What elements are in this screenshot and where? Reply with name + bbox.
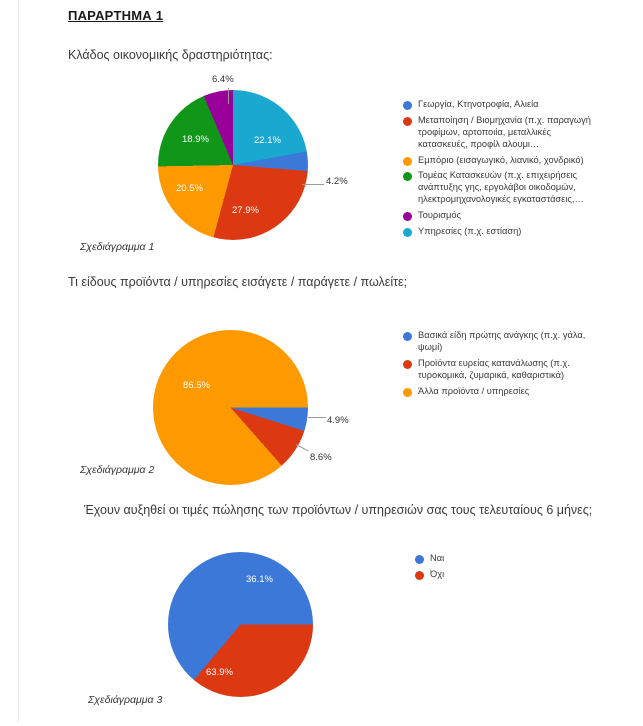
chart-3-label-ochi: 36.1% bbox=[246, 574, 273, 585]
legend-item[interactable] bbox=[403, 210, 603, 222]
legend-item[interactable] bbox=[403, 170, 603, 206]
legend-item[interactable] bbox=[415, 553, 615, 565]
legend-color-dot bbox=[403, 117, 412, 126]
page-title: ΠΑΡΑΡΤΗΜΑ 1 bbox=[68, 8, 164, 23]
chart-3-legend bbox=[415, 553, 615, 585]
chart-1-label-georgia: 4.2% bbox=[326, 176, 348, 187]
legend-item-label: Άλλα προϊόντα / υπηρεσίες bbox=[418, 385, 530, 396]
chart-1-legend bbox=[403, 99, 603, 242]
question-3-text: Έχουν αυξηθεί οι τιμές πώλησης των προϊόντων / υπηρεσιών σας τους τελευταίους 6 μήνες; bbox=[84, 503, 593, 517]
chart-3-caption: Σχεδιάγραμμα 3 bbox=[88, 694, 163, 706]
chart-2-legend bbox=[403, 330, 603, 401]
legend-color-dot bbox=[403, 172, 412, 181]
legend-item[interactable] bbox=[403, 226, 603, 238]
chart-2-pie bbox=[153, 330, 308, 485]
chart-2-label-basika: 4.9% bbox=[327, 415, 349, 426]
legend-item[interactable] bbox=[403, 115, 603, 151]
chart-3-pie bbox=[168, 552, 313, 697]
chart-1-leader-georgia bbox=[302, 184, 324, 185]
legend-item[interactable] bbox=[403, 155, 603, 167]
page-bottom-edge bbox=[0, 722, 643, 726]
legend-item-label: Προϊόντα ευρείας κατανάλωσης (π.χ. τυροκομικά, ζυμαρικά, καθαριστικά) bbox=[418, 357, 570, 380]
legend-item-label: Τομέας Κατασκευών (π.χ. επιχειρήσεις ανάπτυξης γης, εργολάβοι οικοδομών, ηλεκτρομηχανολογικές εγκαταστάσεις,… bbox=[418, 170, 584, 205]
chart-3 bbox=[168, 552, 328, 697]
legend-color-dot bbox=[403, 360, 412, 369]
chart-1-pie bbox=[158, 90, 308, 240]
chart-2-leader-basika bbox=[308, 417, 326, 418]
legend-color-dot bbox=[403, 388, 412, 397]
legend-item-label: Ναι bbox=[430, 553, 445, 563]
legend-item-label: Βασικά είδη πρώτης ανάγκης (π.χ. γάλα, ψωμί) bbox=[418, 330, 586, 352]
legend-item-label: Μεταποίηση / Βιομηχανία (π.χ. παραγωγή τροφίμων, αρτοποιία, μεταλλικές κατασκευές, προφίλ αλουμι… bbox=[418, 114, 591, 149]
chart-2-label-proionta: 8.6% bbox=[310, 452, 332, 463]
legend-item[interactable] bbox=[403, 358, 603, 382]
chart-1-label-emporio: 20.5% bbox=[176, 183, 203, 194]
legend-color-dot bbox=[403, 101, 412, 110]
chart-2-label-alla: 86.5% bbox=[183, 380, 210, 391]
legend-item-label: Τουρισμός bbox=[418, 210, 462, 221]
legend-item[interactable] bbox=[403, 330, 603, 354]
page-left-margin bbox=[0, 0, 19, 726]
legend-item[interactable] bbox=[415, 569, 615, 581]
chart-3-label-nai: 63.9% bbox=[206, 667, 233, 678]
legend-color-dot bbox=[403, 212, 412, 221]
legend-item-label: Γεωργία, Κτηνοτροφία, Αλιεία bbox=[418, 99, 539, 109]
legend-color-dot bbox=[415, 555, 424, 564]
legend-item-label: Εμπόριο (εισαγωγικό, λιανικό, χονδρικό) bbox=[418, 154, 584, 165]
chart-2-caption: Σχεδιάγραμμα 2 bbox=[80, 464, 155, 476]
legend-item[interactable] bbox=[403, 386, 603, 398]
chart-1 bbox=[158, 90, 318, 250]
chart-1-label-ypiresies: 22.1% bbox=[254, 135, 281, 146]
legend-color-dot bbox=[415, 571, 424, 580]
question-2-text: Τι είδους προϊόντα / υπηρεσίες εισάγετε / παράγετε / πωλείτε; bbox=[68, 275, 408, 289]
legend-color-dot bbox=[403, 157, 412, 166]
legend-item-label: Υπηρεσίες (π.χ. εστίαση) bbox=[418, 226, 522, 237]
chart-1-label-metapoiisi: 27.9% bbox=[232, 205, 259, 216]
legend-color-dot bbox=[403, 228, 412, 237]
legend-color-dot bbox=[403, 332, 412, 341]
chart-1-label-kataskeves: 18.9% bbox=[182, 134, 209, 145]
chart-1-label-tourismos: 6.4% bbox=[212, 74, 234, 85]
chart-1-caption: Σχεδιάγραμμα 1 bbox=[80, 241, 155, 253]
legend-item[interactable] bbox=[403, 99, 603, 111]
legend-item-label: Όχι bbox=[430, 568, 445, 579]
question-1-text: Κλάδος οικονομικής δραστηριότητας: bbox=[68, 48, 273, 62]
chart-1-leader-tourismos bbox=[228, 88, 229, 104]
